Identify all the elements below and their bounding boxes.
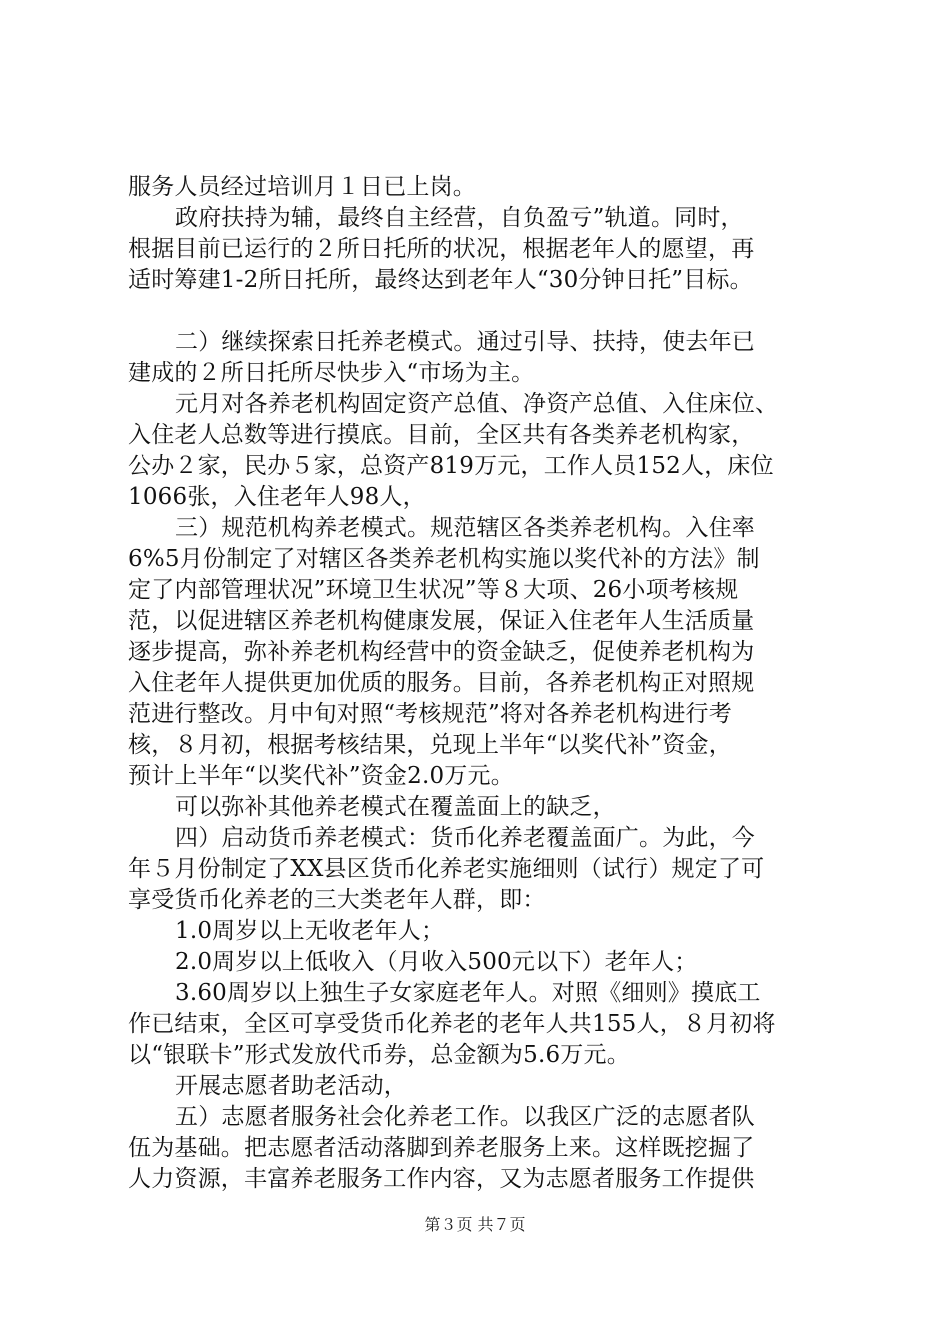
text-line: 可以弥补其他养老模式在覆盖面上的缺乏，	[175, 794, 616, 820]
text-line: 二）继续探索日托养老模式。通过引导、扶持，使去年已	[175, 329, 755, 355]
text-line: 以“银联卡”形式发放代币券，总金额为5.6万元。	[128, 1042, 630, 1068]
text-line: 适时筹建1-2所日托所，最终达到老年人“30分钟日托”目标。	[128, 267, 753, 293]
page-number-footer: 第３页 共７页	[424, 1215, 526, 1234]
paragraph-gap	[128, 296, 840, 327]
text-line: 服务人员经过培训月１日已上岗。	[128, 174, 476, 200]
text-line: 6%5月份制定了对辖区各类养老机构实施以奖代补的方法》制	[128, 546, 760, 572]
text-line: 四）启动货币养老模式：货币化养老覆盖面广。为此，今	[175, 825, 755, 851]
text-line: 年５月份制定了XX县区货币化养老实施细则（试行）规定了可	[128, 856, 765, 882]
text-line: 根据目前已运行的２所日托所的状况，根据老年人的愿望，再	[128, 236, 755, 262]
text-line: 定了内部管理状况”环境卫生状况”等８大项、26小项考核规	[128, 577, 739, 603]
text-line: 开展志愿者助老活动，	[175, 1073, 407, 1099]
text-line: 五）志愿者服务社会化养老工作。以我区广泛的志愿者队	[175, 1104, 755, 1130]
text-line: 三）规范机构养老模式。规范辖区各类养老机构。入住率	[175, 515, 755, 541]
text-line: 1066张，入住老年人98人，	[128, 484, 426, 510]
text-line: 1.0周岁以上无收老年人；	[175, 918, 445, 944]
text-line: 核，８月初，根据考核结果，兑现上半年“以奖代补”资金，	[128, 732, 732, 758]
text-line: 享受货币化养老的三大类老年人群，即：	[128, 887, 546, 913]
text-line: 预计上半年“以奖代补”资金2.0万元。	[128, 763, 514, 789]
text-line: 伍为基础。把志愿者活动落脚到养老服务上来。这样既挖掘了	[128, 1135, 755, 1161]
text-line: 3.60周岁以上独生子女家庭老年人。对照《细则》摸底工	[175, 980, 761, 1006]
text-line: 人力资源，丰富养老服务工作内容，又为志愿者服务工作提供	[128, 1166, 755, 1192]
text-line: 公办２家，民办５家，总资产819万元，工作人员152人，床位	[128, 453, 774, 479]
text-line: 政府扶持为辅，最终自主经营，自负盈亏”轨道。同时，	[175, 205, 744, 231]
text-line: 范，以促进辖区养老机构健康发展，保证入住老年人生活质量	[128, 608, 755, 634]
text-line: 建成的２所日托所尽快步入“市场为主。	[128, 360, 535, 386]
text-line: 元月对各养老机构固定资产总值、净资产总值、入住床位、	[175, 391, 779, 417]
text-line: 入住老年人提供更加优质的服务。目前，各养老机构正对照规	[128, 670, 755, 696]
text-line: 入住老人总数等进行摸底。目前，全区共有各类养老机构家，	[128, 422, 755, 448]
text-line: 范进行整改。月中旬对照“考核规范”将对各养老机构进行考	[128, 701, 732, 727]
text-line: 作已结束，全区可享受货币化养老的老年人共155人，８月初将	[128, 1011, 776, 1037]
text-line: 逐步提高，弥补养老机构经营中的资金缺乏，促使养老机构为	[128, 639, 755, 665]
document-body	[128, 172, 840, 1195]
text-line: 2.0周岁以上低收入（月收入500元以下）老年人；	[175, 949, 698, 975]
